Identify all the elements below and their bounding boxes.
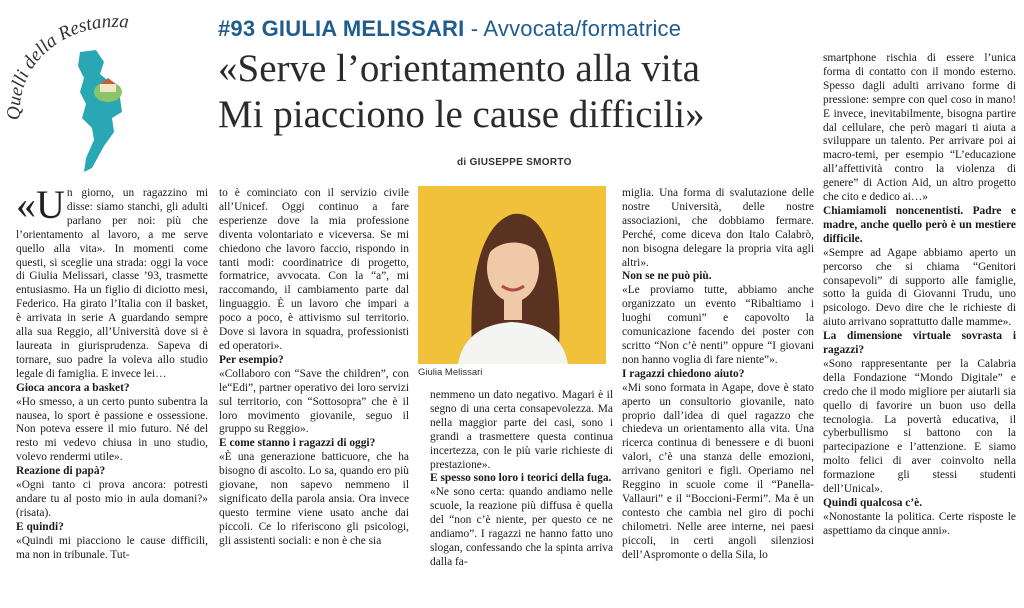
article-paragraph: «Le proviamo tutte, abbiamo anche organizzato un evento “Ribaltiamo i luoghi comuni” e capovolto la comunicazione facendo dei poster con scritto “Non c’è nenti” oppure “I giovani non hanno voglia di fare niente”». <box>622 284 814 366</box>
interview-question: Quindi qualcosa c’è. <box>823 497 923 509</box>
title-line-1: «Serve l’orientamento alla vita <box>218 47 700 90</box>
article-paragraph: «È una generazione batticuore, che ha bisogno di ascolto. Lo sa, quando ero più giovane, non sapevo nemmeno il significato della parola ansia. Ora invece questo termine viene usato anche dai piccoli. Ce lo riferiscono gli psicologi, gli assistenti sociali: e non è che sia <box>219 451 409 547</box>
article-paragraph: «Ho smesso, a un certo punto subentra la nausea, lo sport è passione e ossessione. Non poteva essere il mio futuro. Né del resto mi vedevo chiusa in uno studio, volevo rendermi utile». <box>16 395 208 464</box>
interview-question: Gioca ancora a basket? <box>16 381 130 394</box>
interview-question: Per esempio? <box>219 353 284 366</box>
article-paragraph: «Quindi mi piacciono le cause difficili, ma non in tribunale. Tut- <box>16 534 208 561</box>
interviewee-name: #93 GIULIA MELISSARI <box>218 16 465 41</box>
calabria-map-icon <box>78 50 122 172</box>
article-paragraph: «Collaboro con “Save the children”, con le“Edi”, partner operativo dei loro servizi sul territorio, con “Sottosopra” che è il loro movimento giovanile, seguo il gruppo su Reggio». <box>219 367 409 436</box>
article-title <box>218 46 818 138</box>
series-logo-text: Quelli della Restanza <box>3 10 130 121</box>
article-column-3 <box>430 389 613 570</box>
interview-question: E quindi? <box>16 520 64 533</box>
title-line-2: Mi piacciono le cause difficili» <box>218 93 705 136</box>
article-column-1 <box>16 182 208 562</box>
article-paragraph: nemmeno un dato negativo. Magari è il segno di una certa consapevolezza. Ma nella maggior parte dei casi, sono i grandi a trasmettere questa continua incertezza, con le più varie richieste di prestazione». <box>430 389 613 471</box>
article-paragraph: «Mi sono formata in Agape, dove è stato aperto un consultorio giovanile, nato proprio dall’idea di quel ragazzo che chiedeva un orientamento alla vita. Una ricerca continua di benessere e di buoni valori, c’è una stanza delle emozioni, arrivano genitori e figli. Operiamo nel Reggino in scuole come il “Panella-Vallauri” e il “Boccioni-Fermi”. Ma è un contesto che cambia nel giro di pochi chilometri. Nelle aree interne, nei paesi piccoli, in certi angoli silenziosi dell’Aspromonte o della Sila, lo <box>622 381 814 561</box>
portrait-photo <box>418 186 606 364</box>
byline: di GIUSEPPE SMORTO <box>457 157 572 168</box>
interview-question: Chiamiamoli noncenentisti. Padre e madre, anche quello però è un mestiere difficile. <box>823 204 1016 245</box>
article-column-5 <box>823 52 1016 539</box>
interviewee-role: - Avvocata/formatrice <box>464 16 682 41</box>
article-paragraph: «Sono rappresentante per la Calabria della Fondazione “Mondo Digitale” e credo che il modo migliore per aiutarli sia quello di favorire un buon uso della tecnologia. La povertà educativa, il cyberbullismo si battono con la partecipazione e l’attenzione. E siamo molto felici di aver coinvolto nella formazione gli stessi studenti dell’Unical». <box>823 357 1016 496</box>
interview-question: E spesso sono loro i teorici della fuga. <box>430 472 612 485</box>
article-paragraph: miglia. Una forma di svalutazione delle nostre Università, delle nostre associazioni, che dobbiamo fermare. Perché, come diceva don Italo Calabrò, non bisogna delegare la propria vita agli altri». <box>622 187 814 269</box>
series-logo <box>0 0 210 180</box>
interview-number-name <box>218 16 681 42</box>
interview-question: E come stanno i ragazzi di oggi? <box>219 437 376 450</box>
interview-question: I ragazzi chiedono aiuto? <box>622 367 745 380</box>
article-paragraph: n giorno, un ragazzino mi disse: siamo stanchi, gli adulti parlano per noi: più che l’orientamento al lavoro, a me serve quello alla vita». In momenti come questi, si sceglie una strada: oggi la voce di Giulia Melissari, classe ’93, trasmette entusiasmo. Ha un figlio di diciotto mesi, Federico. Ha girato l’Italia con il basket, è arrivata in serie A guardando sempre alla sua Reggio, all’Università dove si è laureata in giurisprudenza. Sapeva di tornare, suo padre la voleva allo studio legale di famiglia. E invece lei… <box>16 187 208 380</box>
article-paragraph: «Nonostante la politica. Certe risposte le aspettiamo da cinque anni». <box>823 510 1016 537</box>
drop-cap: «U <box>16 182 65 227</box>
article-paragraph: to è cominciato con il servizio civile all’Unicef. Oggi continuo a fare esperienze dove la mia professione diventa volontariato e viceversa. Se mi chiedono che lavoro faccio, rispondo in tanti modi: coordinatrice di progetto, formatrice, avvocata. Con la “a”, mi raccomando, il cambiamento parte dal linguaggio. È un lavoro che impari a poco a poco, è attivismo sul territorio. Dove si lavora in squadra, professionisti ed operatori». <box>219 187 409 352</box>
article-paragraph: «Ogni tanto ci prova ancora: potresti andare tu al posto mio in aula domani?» (risata). <box>16 479 208 519</box>
interview-question: Non se ne può più. <box>622 270 712 283</box>
interview-question: La dimensione virtuale sovrasta i ragazzi? <box>823 330 1016 357</box>
article-paragraph: «Sempre ad Agape abbiamo aperto un percorso che si chiama “Genitori consapevoli” di supporto alle famiglie, sotto la guida di Giovanni Trudu, uno psicologo. Devo dire che le richieste di aiuto arrivano soprattutto dalle mamme». <box>823 246 1016 329</box>
article-paragraph: smartphone rischia di essere l’unica forma di contatto con il mondo esterno. Spesso dagli adulti arrivano forme di pressione: sempre con quel coso in mano! E invece, inevitabilmente, bisogna partire dal cellulare, che però magari ti aiuta a sviluppare un talento. Per arrivare poi ai macro-temi, per esempio “L’educazione all’affettività contro la violenza di genere” di Action Aid, un altro progetto che cito e dedico ai…» <box>823 52 1016 204</box>
article-column-2 <box>219 187 409 549</box>
photo-caption: Giulia Melissari <box>418 367 483 378</box>
article-paragraph: «Ne sono certa: quando andiamo nelle scuole, la reazione più diffusa è quella del “non c’è niente, per questo ce ne andiamo”. I ragazzi ne hanno fatto uno slogan, confessando che la spinta arriva dalla fa- <box>430 486 613 568</box>
article-column-4 <box>622 187 814 562</box>
interview-question: Reazione di papà? <box>16 465 106 478</box>
